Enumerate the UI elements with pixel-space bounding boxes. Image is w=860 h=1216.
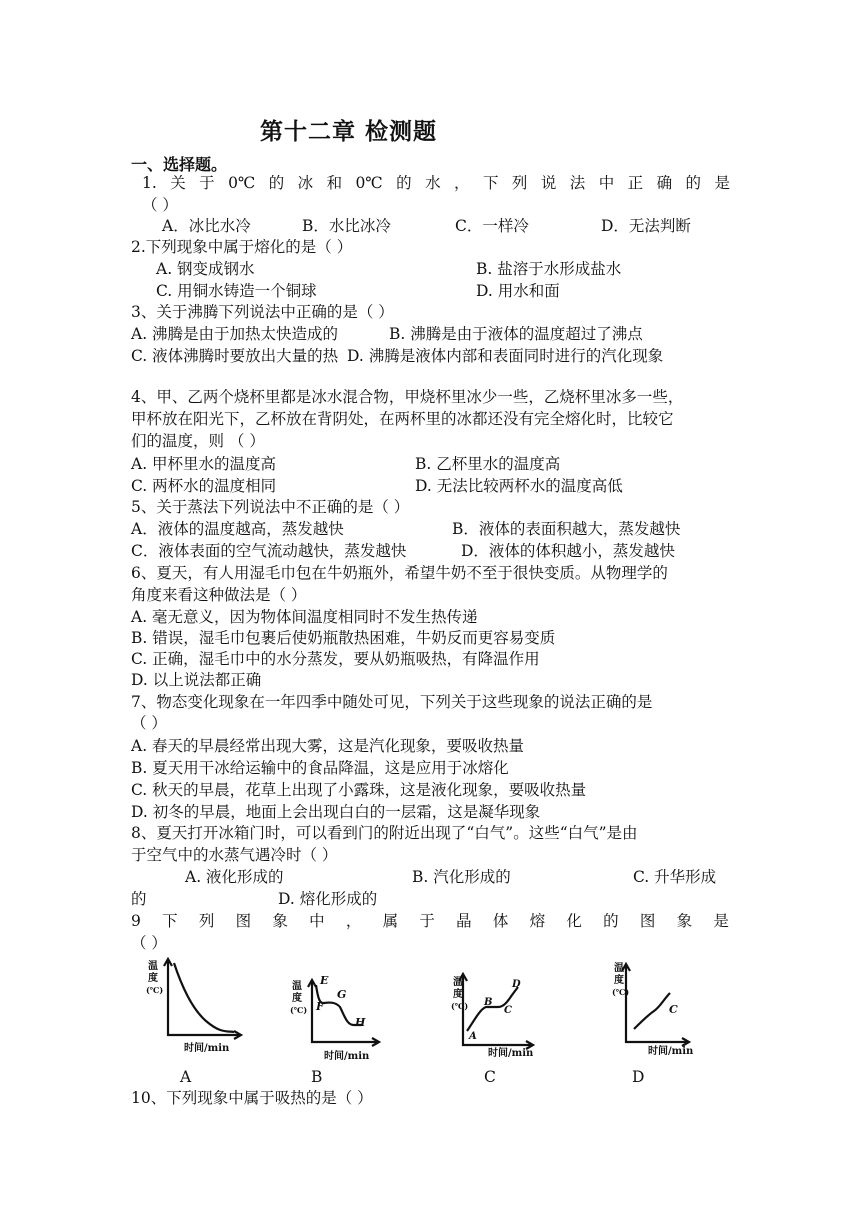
question-1-stem-token: 冰	[297, 174, 314, 192]
graph-b-option-label: B	[311, 1068, 323, 1086]
q2-option-a: A. 钢变成钢水	[156, 260, 255, 278]
graph-b-point-g: G	[337, 988, 347, 1001]
graph-a-ylabel-1: 温	[148, 961, 158, 972]
q5-option-c: C．液体表面的空气流动越快，蒸发越快	[131, 542, 407, 560]
question-9-stem-token: 化	[566, 912, 582, 930]
graph-d-curve	[634, 993, 670, 1029]
question-1-stem-token: 1.	[142, 174, 157, 192]
section-heading: 一、选择题。	[131, 155, 228, 174]
graph-d-ylabel-unit: (℃)	[612, 987, 630, 997]
question-1-stem-token: 0℃	[228, 174, 256, 192]
graph-a-xlabel: 时间/min	[184, 1043, 230, 1054]
question-1-stem	[142, 172, 730, 194]
q7-option-d: D. 初冬的早晨，地面上会出现白白的一层霜，这是凝华现象	[131, 803, 541, 821]
graph-b-ylabel-2: 度	[292, 993, 302, 1004]
graph-d-ylabel-2: 度	[614, 975, 624, 986]
question-9-stem-token: 是	[713, 912, 729, 930]
question-1-stem-token: 的	[685, 174, 702, 192]
question-1-stem-token: 于	[199, 174, 215, 192]
q8-option-b: B. 汽化形成的	[412, 868, 511, 886]
q3-option-d: D. 沸腾是液体内部和表面同时进行的汽化现象	[347, 347, 664, 365]
q5-option-b: B．液体的表面积越大，蒸发越快	[452, 520, 681, 538]
q7-option-a: A. 春天的早晨经常出现大雾，这是汽化现象，要吸收热量	[131, 737, 525, 755]
q3-option-c: C. 液体沸腾时要放出大量的热	[131, 347, 339, 365]
q4-option-b: B. 乙杯里水的温度高	[415, 455, 561, 473]
question-4-line-3: 们的温度，则 （ ）	[131, 432, 265, 450]
graph-c-point-a: A	[469, 1031, 477, 1042]
q6-option-a: A. 毫无意义，因为物体间温度相同时不发生热传递	[131, 608, 478, 626]
q8-option-a: A. 液化形成的	[185, 868, 284, 886]
graph-c-ylabel-unit: (℃)	[451, 1001, 469, 1011]
question-1-stem-token: ，	[454, 174, 470, 192]
graph-a-option-label: A	[180, 1068, 192, 1086]
question-4-line-2: 甲杯放在阳光下，乙杯放在背阴处，在两杯里的冰都还没有完全熔化时，比较它	[131, 410, 674, 428]
question-9-stem-token: 熔	[529, 912, 546, 930]
question-9-stem-token: 晶	[456, 912, 472, 930]
graph-c-xlabel: 时间/min	[488, 1048, 534, 1059]
graph-d-ylabel-1: 温	[614, 963, 624, 974]
question-5-stem: 5、关于蒸法下列说法中不正确的是（ ）	[131, 498, 410, 516]
q3-option-a: A. 沸腾是由于加热太快造成的	[131, 325, 339, 343]
graph-a-ylabel-2: 度	[148, 973, 158, 984]
graph-c-ylabel-2: 度	[453, 989, 463, 1000]
graph-c-point-b: B	[484, 997, 493, 1008]
graph-b-point-f: F	[316, 1000, 324, 1013]
q8-option-c-continued: 的	[131, 890, 147, 908]
q8-option-c: C. 升华形成	[633, 868, 717, 886]
graph-a-axes	[164, 959, 241, 1039]
question-1-stem-token: 确	[656, 174, 673, 192]
graph-b-xlabel: 时间/min	[324, 1051, 370, 1062]
graph-b-ylabel-1: 温	[292, 981, 302, 992]
q4-option-c: C. 两杯水的温度相同	[131, 477, 277, 495]
q6-option-d: D. 以上说法都正确	[131, 671, 262, 689]
question-2-stem: 2.下列现象中属于熔化的是（ ）	[131, 238, 353, 256]
question-6-line-1: 6、夏天，有人用湿毛巾包在牛奶瓶外，希望牛奶不至于很快变质。从物理学的	[131, 564, 668, 582]
question-9-stem-token: 体	[492, 912, 509, 930]
question-1-stem-token: 是	[714, 174, 730, 192]
q7-option-b: B. 夏天用干冰给运输中的食品降温，这是应用于冰熔化	[131, 759, 509, 777]
question-9-stem-token: 象	[676, 912, 693, 930]
question-9-stem-token: 列	[198, 912, 215, 930]
graph-c-ylabel-1: 温	[453, 977, 463, 988]
q3-option-b: B. 沸腾是由于液体的温度超过了沸点	[389, 325, 643, 343]
question-1-paren: （ ）	[142, 196, 178, 214]
q2-option-d: D. 用水和面	[476, 282, 560, 300]
question-1-stem-token: 列	[511, 174, 528, 192]
q7-option-c: C. 秋天的早晨，花草上出现了小露珠，这是液化现象，要吸收热量	[131, 781, 587, 799]
question-9-stem-token: ，	[345, 912, 362, 930]
question-4-line-1: 4、甲、乙两个烧杯里都是冰水混合物，甲烧杯里冰少一些，乙烧杯里冰多一些，	[131, 388, 684, 406]
question-9-stem-token: 象	[272, 912, 288, 930]
question-9-stem-token: 图	[235, 912, 252, 930]
graph-d-xlabel: 时间/min	[648, 1046, 694, 1057]
question-1-stem-token: 正	[627, 174, 644, 192]
question-9-stem-token: 的	[603, 912, 619, 930]
question-7-line-2: （ ）	[131, 714, 167, 732]
question-9-stem-token: 中	[309, 912, 325, 930]
graph-c-option-label: C	[484, 1068, 496, 1086]
graph-b-ylabel-unit: (℃)	[290, 1005, 308, 1015]
q4-option-a: A. 甲杯里水的温度高	[131, 455, 277, 473]
question-8-line-2: 于空气中的水蒸气遇冷时（ ）	[131, 846, 338, 864]
question-6-line-2: 角度来看这种做法是（ ）	[131, 586, 307, 604]
question-1-stem-token: 0℃	[355, 174, 383, 192]
graph-d-option-label: D	[632, 1068, 645, 1086]
q6-option-c: C. 正确，湿毛巾中的水分蒸发，要从奶瓶吸热，有降温作用	[131, 650, 540, 668]
q1-option-b: B．水比冰冷	[302, 217, 391, 235]
q5-option-a: A．液体的温度越高，蒸发越快	[131, 520, 344, 538]
graph-d-axes	[622, 964, 689, 1046]
graph-c-point-c: C	[504, 1005, 512, 1016]
question-9-stem	[131, 910, 729, 932]
graph-b-point-h: H	[355, 1016, 366, 1029]
question-3-stem: 3、关于沸腾下列说法中正确的是（ ）	[131, 303, 394, 321]
q9-graphs	[140, 955, 740, 1075]
q1-option-c: C．一样冷	[455, 217, 529, 235]
question-10-stem: 10、下列现象中属于吸热的是（ ）	[131, 1089, 373, 1107]
graph-d-point-c: C	[669, 1003, 678, 1016]
question-9-stem-token: 于	[419, 912, 435, 930]
question-1-stem-token: 水	[425, 174, 441, 192]
question-1-stem-token: 说	[540, 174, 557, 192]
question-1-stem-token: 中	[598, 174, 615, 192]
graph-a-curve	[174, 963, 234, 1032]
question-1-stem-token: 法	[569, 174, 586, 192]
question-9-stem-token: 下	[162, 912, 178, 930]
question-1-stem-token: 的	[396, 174, 412, 192]
question-9-stem-token: 9	[131, 912, 141, 930]
q2-option-c: C. 用铜水铸造一个铜球	[156, 282, 317, 300]
graph-c-point-d: D	[512, 979, 521, 990]
question-1-stem-token: 下	[482, 174, 499, 192]
question-7-line-1: 7、物态变化现象在一年四季中随处可见，下列关于这些现象的说法正确的是	[131, 693, 653, 711]
question-8-line-1: 8、夏天打开冰箱门时，可以看到门的附近出现了“白气”。这些“白气”是由	[131, 824, 638, 842]
q5-option-d: D．液体的体积越小，蒸发越快	[461, 542, 675, 560]
q8-option-d: D. 熔化形成的	[278, 890, 378, 908]
q1-option-a: A．冰比水冷	[162, 217, 251, 235]
question-9-stem-token: 属	[382, 912, 399, 930]
q4-option-d: D. 无法比较两杯水的温度高低	[415, 477, 623, 495]
question-9-paren: （ ）	[131, 934, 167, 952]
page-title: 第十二章 检测题	[260, 118, 438, 145]
q6-option-b: B. 错误，湿毛巾包裹后使奶瓶散热困难，牛奶反而更容易变质	[131, 629, 556, 647]
graph-b-point-e: E	[320, 974, 329, 987]
q1-option-d: D．无法判断	[601, 217, 691, 235]
graph-a-ylabel-unit: (℃)	[146, 985, 164, 995]
question-9-stem-token: 图	[639, 912, 656, 930]
question-1-stem-token: 关	[170, 174, 186, 192]
question-1-stem-token: 的	[268, 174, 285, 192]
question-1-stem-token: 和	[326, 174, 343, 192]
q2-option-b: B. 盐溶于水形成盐水	[476, 260, 622, 278]
